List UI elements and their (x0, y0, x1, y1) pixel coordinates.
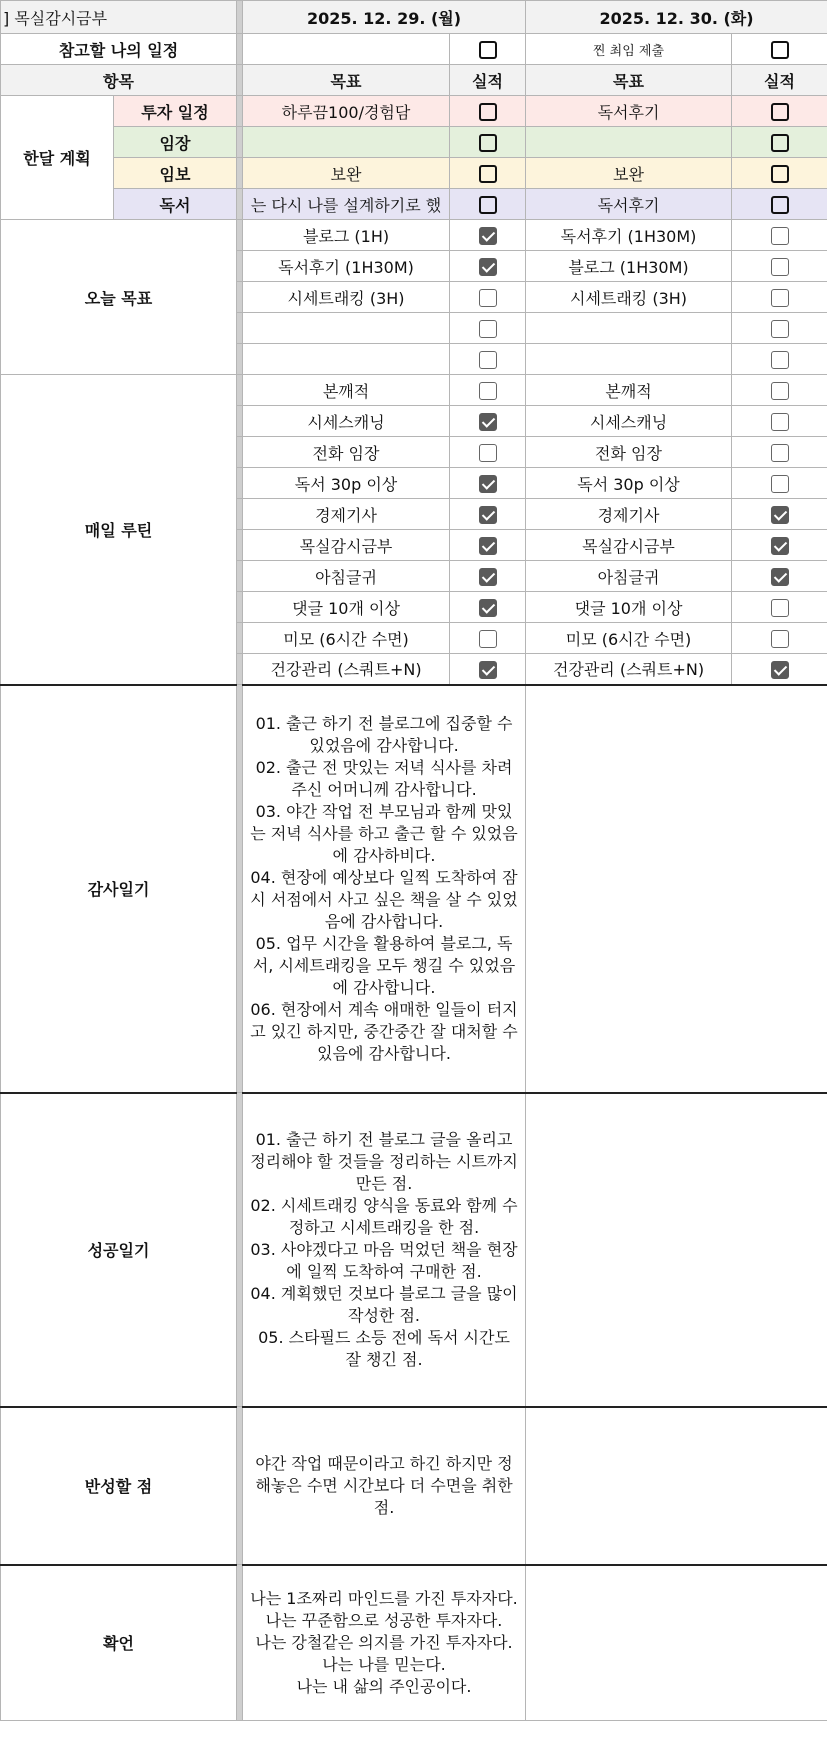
today-goal-day1[interactable]: 블로그 (1H) (243, 220, 450, 251)
routine-check-day2[interactable] (732, 561, 827, 592)
gratitude-line: 04. 현장에 예상보다 일찍 도착하여 잠시 서점에서 사고 싶은 책을 살 수 있었음에 감사합니다. (250, 867, 518, 931)
gratitude-entry-day1[interactable] (243, 685, 526, 1093)
gratitude-line: 06. 현장에서 계속 애매한 일들이 터지고 있긴 하지만, 중간중간 잘 대처할 수 있음에 감사합니다. (250, 999, 518, 1063)
checkbox-icon[interactable] (479, 196, 497, 214)
gratitude-line: 03. 야간 작업 전 부모님과 함께 맛있는 저녁 식사를 하고 출근 할 수 있었음에 감사하비다. (250, 801, 518, 865)
reflection-label: 반성할 점 (1, 1407, 237, 1565)
monthly-check-day2[interactable] (732, 158, 827, 189)
checkbox-icon[interactable] (771, 289, 789, 307)
checkbox-icon[interactable] (479, 134, 497, 152)
checkbox-checked-icon[interactable] (771, 537, 789, 555)
monthly-goal-day1[interactable]: 보완 (243, 158, 450, 189)
reflection-entry-day2[interactable] (526, 1407, 827, 1565)
checkbox-checked-icon[interactable] (771, 506, 789, 524)
monthly-check-day1[interactable] (450, 189, 526, 220)
checkbox-checked-icon[interactable] (479, 661, 497, 679)
routine-item-day1[interactable]: 독서 30p 이상 (243, 468, 450, 499)
column-result-header-day2: 실적 (732, 65, 827, 96)
checkbox-icon[interactable] (479, 382, 497, 400)
monthly-check-day1[interactable] (450, 96, 526, 127)
routine-item-day2[interactable]: 본깨적 (526, 375, 732, 406)
affirmation-entry-day1[interactable] (243, 1565, 526, 1721)
monthly-check-day2[interactable] (732, 96, 827, 127)
checkbox-icon[interactable] (771, 41, 789, 59)
monthly-goal-day1[interactable]: 는 다시 나를 설계하기로 했 (243, 189, 450, 220)
schedule-day2-check[interactable] (732, 34, 827, 65)
today-goal-check-day2[interactable] (732, 251, 827, 282)
affirmation-line: 나는 나를 믿는다. (322, 1654, 446, 1674)
routine-check-day2[interactable] (732, 406, 827, 437)
routine-item-day2[interactable]: 미모 (6시간 수면) (526, 623, 732, 654)
checkbox-icon[interactable] (771, 165, 789, 183)
routine-item-day1[interactable]: 댓글 10개 이상 (243, 592, 450, 623)
reflection-entry-day1[interactable] (243, 1407, 526, 1565)
success-label: 성공일기 (1, 1093, 237, 1407)
checkbox-icon[interactable] (479, 103, 497, 121)
monthly-goal-day2[interactable]: 독서후기 (526, 96, 732, 127)
today-goal-day2[interactable]: 시세트래킹 (3H) (526, 282, 732, 313)
monthly-goal-day2[interactable] (526, 127, 732, 158)
monthly-plan-row-label: 투자 일정 (114, 96, 237, 127)
reflection-line: 야간 작업 때문이라고 하긴 하지만 정해놓은 수면 시간보다 더 수면을 취한 점. (255, 1453, 513, 1517)
checkbox-checked-icon[interactable] (771, 661, 789, 679)
checkbox-icon[interactable] (771, 351, 789, 369)
routine-check-day1[interactable] (450, 375, 526, 406)
routine-check-day1[interactable] (450, 437, 526, 468)
today-goal-day1[interactable]: 독서후기 (1H30M) (243, 251, 450, 282)
today-goal-check-day1[interactable] (450, 282, 526, 313)
affirmation-entry-day2[interactable] (526, 1565, 827, 1721)
routine-item-day2[interactable]: 아침글귀 (526, 561, 732, 592)
checkbox-checked-icon[interactable] (479, 475, 497, 493)
routine-check-day2[interactable] (732, 592, 827, 623)
routine-item-day1[interactable]: 시세스캐닝 (243, 406, 450, 437)
daily-routine-label: 매일 루틴 (1, 375, 237, 685)
routine-check-day1[interactable] (450, 530, 526, 561)
gratitude-label: 감사일기 (1, 685, 237, 1093)
checkbox-icon[interactable] (771, 599, 789, 617)
checkbox-checked-icon[interactable] (479, 537, 497, 555)
routine-item-day1[interactable]: 목실감시금부 (243, 530, 450, 561)
monthly-goal-day2[interactable]: 독서후기 (526, 189, 732, 220)
routine-item-day2[interactable]: 경제기사 (526, 499, 732, 530)
routine-item-day2[interactable]: 댓글 10개 이상 (526, 592, 732, 623)
today-goal-day2[interactable] (526, 344, 732, 375)
routine-check-day1[interactable] (450, 468, 526, 499)
checkbox-icon[interactable] (771, 413, 789, 431)
today-goal-check-day2[interactable] (732, 313, 827, 344)
routine-item-day1[interactable]: 전화 임장 (243, 437, 450, 468)
routine-item-day2[interactable]: 건강관리 (스쿼트+N) (526, 654, 732, 685)
routine-check-day1[interactable] (450, 499, 526, 530)
schedule-day1-check[interactable] (450, 34, 526, 65)
routine-check-day1[interactable] (450, 654, 526, 685)
gratitude-line: 02. 출근 전 맛있는 저녁 식사를 차려주신 어머니께 감사합니다. (255, 757, 513, 799)
affirmation-line: 나는 내 삶의 주인공이다. (296, 1676, 472, 1696)
today-goal-day2[interactable]: 블로그 (1H30M) (526, 251, 732, 282)
checkbox-icon[interactable] (479, 351, 497, 369)
routine-check-day1[interactable] (450, 406, 526, 437)
routine-check-day2[interactable] (732, 623, 827, 654)
routine-check-day1[interactable] (450, 561, 526, 592)
checkbox-icon[interactable] (771, 103, 789, 121)
checkbox-icon[interactable] (479, 41, 497, 59)
affirmation-line: 나는 1조짜리 마인드를 가진 투자자다. (250, 1588, 518, 1608)
today-goals-label: 오늘 목표 (1, 220, 237, 375)
routine-check-day1[interactable] (450, 592, 526, 623)
routine-check-day2[interactable] (732, 530, 827, 561)
gratitude-line: 01. 출근 하기 전 블로그에 집중할 수 있었음에 감사합니다. (255, 713, 513, 755)
schedule-label: 참고할 나의 일정 (1, 34, 237, 65)
routine-check-day2[interactable] (732, 437, 827, 468)
checkbox-icon[interactable] (771, 196, 789, 214)
date-header-day1: 2025. 12. 29. (월) (243, 1, 526, 34)
routine-check-day2[interactable] (732, 375, 827, 406)
checkbox-icon[interactable] (771, 258, 789, 276)
checkbox-icon[interactable] (479, 289, 497, 307)
affirmation-line: 나는 강철같은 의지를 가진 투자자다. (255, 1632, 513, 1652)
success-line: 05. 스타필드 소등 전에 독서 시간도 잘 챙긴 점. (258, 1327, 510, 1369)
routine-item-day2[interactable]: 시세스캐닝 (526, 406, 732, 437)
routine-item-day2[interactable]: 전화 임장 (526, 437, 732, 468)
success-entry-day2[interactable] (526, 1093, 827, 1407)
success-line: 01. 출근 하기 전 블로그 글을 올리고 정리해야 할 것들을 정리하는 시트까지 만든 점. (250, 1129, 518, 1193)
today-goal-day2[interactable] (526, 313, 732, 344)
checkbox-checked-icon[interactable] (479, 258, 497, 276)
monthly-check-day1[interactable] (450, 127, 526, 158)
monthly-check-day2[interactable] (732, 127, 827, 158)
checkbox-icon[interactable] (771, 475, 789, 493)
routine-item-day1[interactable]: 아침글귀 (243, 561, 450, 592)
today-goal-check-day1[interactable] (450, 313, 526, 344)
monthly-goal-day1[interactable]: 하루끔100/경험담 (243, 96, 450, 127)
monthly-goal-day2[interactable]: 보완 (526, 158, 732, 189)
success-line: 03. 사야겠다고 마음 먹었던 책을 현장에 일찍 도착하여 구매한 점. (250, 1239, 518, 1281)
checkbox-checked-icon[interactable] (479, 413, 497, 431)
routine-check-day2[interactable] (732, 499, 827, 530)
today-goal-day1[interactable]: 시세트래킹 (3H) (243, 282, 450, 313)
checkbox-icon[interactable] (771, 134, 789, 152)
today-goal-day1[interactable] (243, 313, 450, 344)
success-line: 04. 계획했던 것보다 블로그 글을 많이 작성한 점. (250, 1283, 518, 1325)
checkbox-icon[interactable] (479, 320, 497, 338)
checkbox-icon[interactable] (771, 227, 789, 245)
routine-item-day1[interactable]: 미모 (6시간 수면) (243, 623, 450, 654)
routine-check-day1[interactable] (450, 623, 526, 654)
routine-check-day2[interactable] (732, 654, 827, 685)
today-goal-day2[interactable]: 독서후기 (1H30M) (526, 220, 732, 251)
column-item-header: 항목 (1, 65, 237, 96)
checkbox-icon[interactable] (771, 382, 789, 400)
monthly-plan-row-label: 독서 (114, 189, 237, 220)
today-goal-check-day2[interactable] (732, 344, 827, 375)
column-goal-header-day1: 목표 (243, 65, 450, 96)
today-goal-check-day2[interactable] (732, 220, 827, 251)
column-result-header-day1: 실적 (450, 65, 526, 96)
checkbox-checked-icon[interactable] (479, 506, 497, 524)
checkbox-checked-icon[interactable] (479, 227, 497, 245)
checkbox-icon[interactable] (479, 444, 497, 462)
today-goal-day1[interactable] (243, 344, 450, 375)
routine-check-day2[interactable] (732, 468, 827, 499)
schedule-day2-text[interactable]: 찐 최임 제출 (526, 34, 732, 65)
monthly-check-day1[interactable] (450, 158, 526, 189)
checkbox-icon[interactable] (479, 165, 497, 183)
monthly-goal-day1[interactable] (243, 127, 450, 158)
routine-item-day1[interactable]: 건강관리 (스쿼트+N) (243, 654, 450, 685)
monthly-check-day2[interactable] (732, 189, 827, 220)
affirmation-line: 나는 꾸준함으로 성공한 투자자다. (265, 1610, 503, 1630)
routine-item-day1[interactable]: 본깨적 (243, 375, 450, 406)
checkbox-icon[interactable] (771, 630, 789, 648)
date-header-day2: 2025. 12. 30. (화) (526, 1, 827, 34)
monthly-plan-row-label: 임보 (114, 158, 237, 189)
checkbox-icon[interactable] (479, 630, 497, 648)
today-goal-check-day1[interactable] (450, 251, 526, 282)
monthly-plan-row-label: 임장 (114, 127, 237, 158)
routine-item-day1[interactable]: 경제기사 (243, 499, 450, 530)
gratitude-entry-day2[interactable] (526, 685, 827, 1093)
gratitude-line: 05. 업무 시간을 활용하여 블로그, 독서, 시세트래킹을 모두 챙길 수 있었음에 감사합니다. (252, 933, 516, 997)
today-goal-check-day1[interactable] (450, 344, 526, 375)
today-goal-check-day2[interactable] (732, 282, 827, 313)
sheet-title: ] 목실감시금부 (1, 1, 237, 34)
today-goal-check-day1[interactable] (450, 220, 526, 251)
schedule-day1-text[interactable] (243, 34, 450, 65)
checkbox-checked-icon[interactable] (771, 568, 789, 586)
checkbox-checked-icon[interactable] (479, 568, 497, 586)
checkbox-icon[interactable] (771, 444, 789, 462)
column-goal-header-day2: 목표 (526, 65, 732, 96)
routine-item-day2[interactable]: 독서 30p 이상 (526, 468, 732, 499)
monthly-plan-label: 한달 계획 (1, 96, 114, 220)
success-line: 02. 시세트래킹 양식을 동료와 함께 수정하고 시세트래킹을 한 점. (250, 1195, 518, 1237)
checkbox-checked-icon[interactable] (479, 599, 497, 617)
affirmation-label: 확언 (1, 1565, 237, 1721)
success-entry-day1[interactable] (243, 1093, 526, 1407)
routine-item-day2[interactable]: 목실감시금부 (526, 530, 732, 561)
checkbox-icon[interactable] (771, 320, 789, 338)
